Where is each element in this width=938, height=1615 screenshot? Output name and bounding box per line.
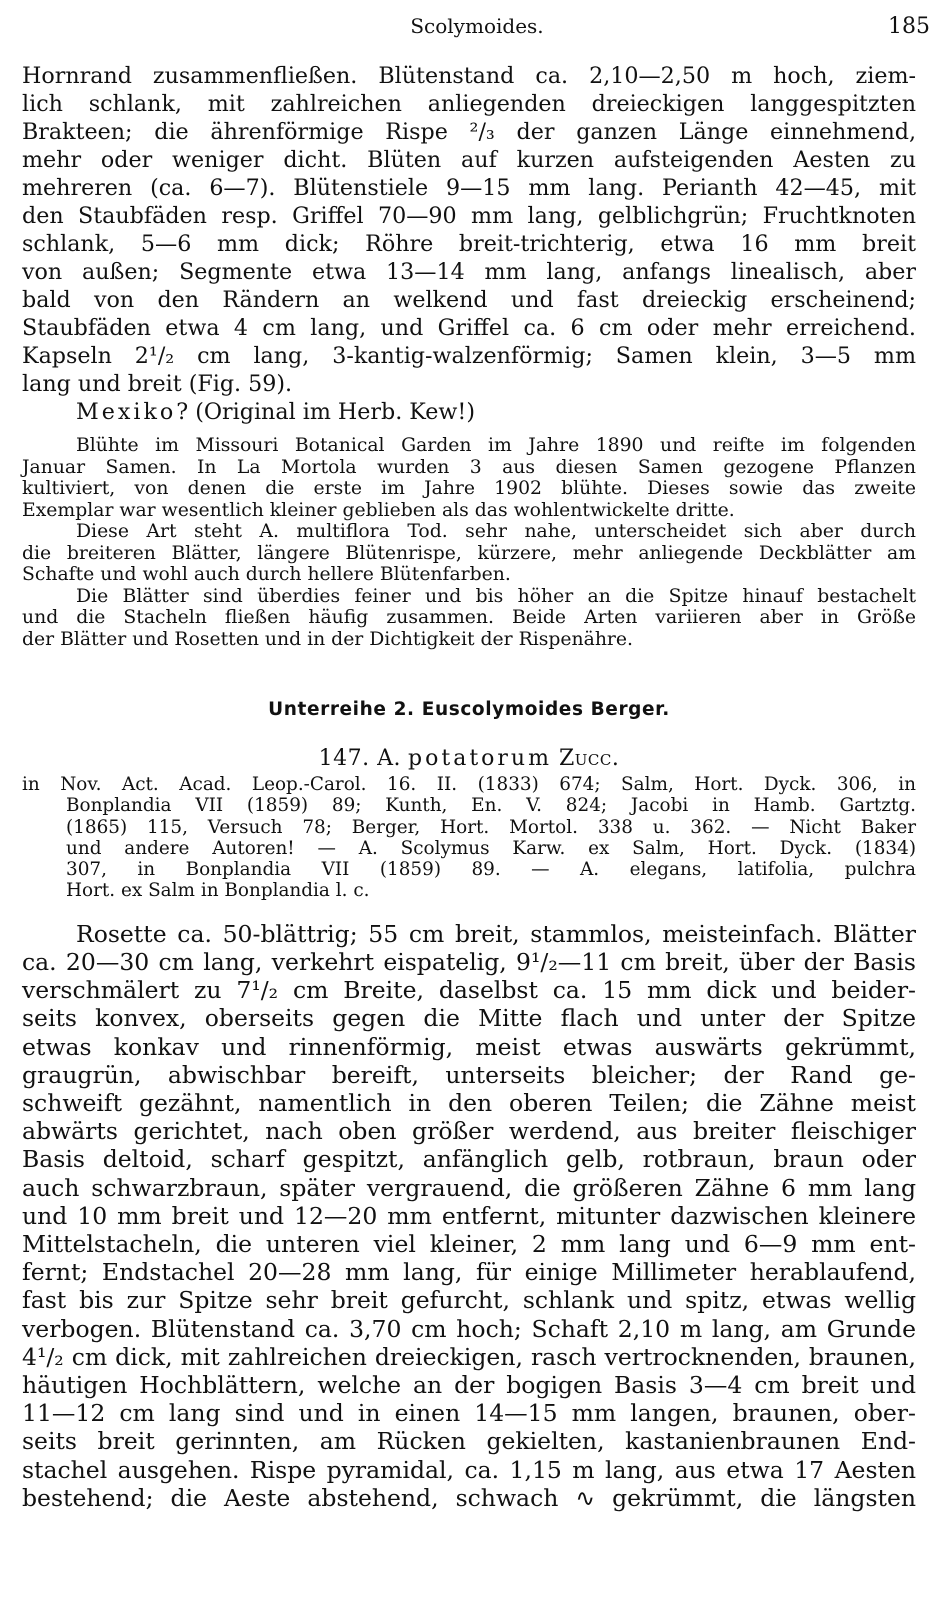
text-line: der Blätter und Rosetten und in der Dichtigkeit der Rispenähre.: [22, 628, 633, 650]
text-line: lich schlank, mit zahlreichen anliegenden dreieckigen langgespitzten: [22, 91, 916, 117]
species-author: Zucc.: [558, 746, 620, 771]
text-line: verschmälert zu 7¹/₂ cm Breite, daselbst ca. 15 mm dick und beider-: [22, 976, 916, 1005]
text-line: Schafte und wohl auch durch hellere Blütenfarben.: [22, 564, 511, 585]
text-line: (1865) 115, Versuch 78; Berger, Hort. Mortol. 338 u. 362. — Nicht Baker: [66, 816, 916, 838]
text-line: lang und breit (Fig. 59).: [22, 371, 293, 397]
text-line: Basis deltoid, scharf gespitzt, anfänglich gelb, rotbraun, braun oder: [22, 1145, 916, 1174]
text-line: abwärts gerichtet, nach oben größer werdend, aus breiter fleischiger: [22, 1117, 916, 1146]
text-line: graugrün, abwischbar bereift, unterseits bleicher; der Rand ge-: [22, 1060, 916, 1089]
note-cultivation: [22, 435, 916, 521]
text-line: Brakteen; die ährenförmige Rispe ²/₃ der ganzen Länge einnehmend,: [22, 119, 916, 145]
text-line: kultiviert, von denen die erste im Jahre 1902 blühte. Dieses sowie das zweite: [22, 478, 916, 499]
text-line: Bonplandia VII (1859) 89; Kunth, En. V. 824; Jacobi in Hamb. Gartztg.: [66, 795, 916, 817]
text-line: Exemplar war wesentlich kleiner geblieben als das wohlentwickelte dritte.: [22, 499, 735, 521]
text-line: 4¹/₂ cm dick, mit zahlreichen dreieckigen, rasch vertrocknenden, braunen,: [22, 1342, 916, 1371]
text-line: Rosette ca. 50-blättrig; 55 cm breit, stammlos, meisteinfach. Blätter: [76, 919, 916, 948]
document-page: [22, 0, 930, 1512]
running-title: Scolymoides.: [410, 14, 544, 38]
text-line: schweift gezähnt, namentlich in den oberen Teilen; die Zähne meist: [22, 1089, 916, 1117]
text-line: die breiteren Blätter, längere Blütenrispe, kürzere, mehr anliegende Deckblätter am: [22, 542, 916, 564]
text-line: Die Blätter sind überdies feiner und bis höher an die Spitze hinauf bestachelt: [76, 585, 916, 607]
section-heading: Unterreihe 2. Euscolymoides Berger.: [268, 699, 670, 720]
text-line: in Nov. Act. Acad. Leop.-Carol. 16. II. (1833) 674; Salm, Hort. Dyck. 306, in: [22, 774, 916, 795]
species-name: potatorum: [408, 746, 552, 771]
text-line: und die Stacheln fließen häufig zusammen. Beide Arten variieren aber in Größe: [22, 607, 916, 628]
text-line: seits breit gerinnten, am Rücken gekielten, kastanienbraunen End-: [22, 1427, 916, 1456]
text-line: schlank, 5—6 mm dick; Röhre breit-trichterig, etwa 16 mm breit: [22, 231, 916, 257]
paragraph-inflorescence: [22, 62, 916, 398]
text-line: Mittelstacheln, die unteren viel kleiner, 2 mm lang und 6—9 mm ent-: [22, 1230, 916, 1259]
text-line: Diese Art steht A. multiflora Tod. sehr nahe, unterscheidet sich aber durch: [76, 521, 916, 542]
text-line: mehr oder weniger dicht. Blüten auf kurzen aufsteigenden Aesten zu: [22, 147, 916, 173]
locality-place: Mexiko: [76, 399, 177, 425]
text-line: auch schwarzbraun, später vergrauend, die größeren Zähne 6 mm lang: [22, 1173, 916, 1202]
locality-line: [76, 398, 916, 426]
description-block: [22, 920, 916, 1512]
text-line: Januar Samen. In La Mortola wurden 3 aus diesen Samen gezogene Pflanzen: [22, 456, 916, 478]
text-line: verbogen. Blütenstand ca. 3,70 cm hoch; Schaft 2,10 m lang, am Grunde: [22, 1314, 916, 1343]
species-heading: [22, 746, 916, 771]
text-line: und andere Autoren! — A. Scolymus Karw. ex Salm, Hort. Dyck. (1834): [66, 837, 916, 859]
text-line: den Staubfäden resp. Griffel 70—90 mm lang, gelblichgrün; Fruchtknoten: [22, 203, 916, 229]
text-line: Blühte im Missouri Botanical Garden im Jahre 1890 und reifte im folgenden: [76, 435, 916, 456]
text-line: Kapseln 2¹/₂ cm lang, 3-kantig-walzenförmig; Samen klein, 3—5 mm: [22, 343, 916, 369]
text-line: ca. 20—30 cm lang, verkehrt eispatelig, 9¹/₂—11 cm breit, über der Basis: [22, 947, 916, 976]
text-line: von außen; Segmente etwa 13—14 mm lang, anfangs linealisch, aber: [22, 259, 916, 285]
text-line: 307, in Bonplandia VII (1859) 89. — A. elegans, latifolia, pulchra: [66, 859, 916, 881]
page-header: [22, 0, 930, 62]
text-line: Hornrand zusammenfließen. Blütenstand ca. 2,10—2,50 m hoch, ziem-: [22, 63, 916, 89]
text-line: und 10 mm breit und 12—20 mm entfernt, mitunter dazwischen kleinere: [22, 1201, 916, 1230]
text-line: bestehend; die Aeste abstehend, schwach ∿ gekrümmt, die längsten: [22, 1483, 916, 1512]
text-line: bald von den Rändern an welkend und fast dreieckig erscheinend;: [22, 287, 916, 313]
references-block: [22, 774, 916, 902]
text-line: mehreren (ca. 6—7). Blütenstiele 9—15 mm lang. Perianth 42—45, mit: [22, 175, 916, 201]
text-line: fernt; Endstachel 20—28 mm lang, für einige Millimeter herablaufend,: [22, 1258, 916, 1287]
note-leaves: [22, 586, 916, 651]
text-line: fast bis zur Spitze sehr breit gefurcht, schlank und spitz, etwas wellig: [22, 1286, 916, 1315]
page-number: 185: [888, 14, 930, 39]
text-line: etwas konkav und rinnenförmig, meist etwas auswärts gekrümmt,: [22, 1032, 916, 1061]
text-line: Staubfäden etwa 4 cm lang, und Griffel ca. 6 cm oder mehr erreichend.: [22, 315, 916, 341]
text-line: stachel ausgehen. Rispe pyramidal, ca. 1,15 m lang, aus etwa 17 Aesten: [22, 1455, 916, 1484]
text-line: seits konvex, oberseits gegen die Mitte flach und unter der Spitze: [22, 1004, 916, 1033]
text-line: häutigen Hochblättern, welche an der bogigen Basis 3—4 cm breit und: [22, 1371, 916, 1400]
text-line: 11—12 cm lang sind und in einen 14—15 mm langen, braunen, ober-: [22, 1399, 916, 1428]
species-number: 147. A.: [318, 746, 402, 771]
text-line: Hort. ex Salm in Bonplandia l. c.: [66, 880, 370, 902]
locality-note: ? (Original im Herb. Kew!): [176, 399, 475, 425]
note-comparison: [22, 521, 916, 586]
